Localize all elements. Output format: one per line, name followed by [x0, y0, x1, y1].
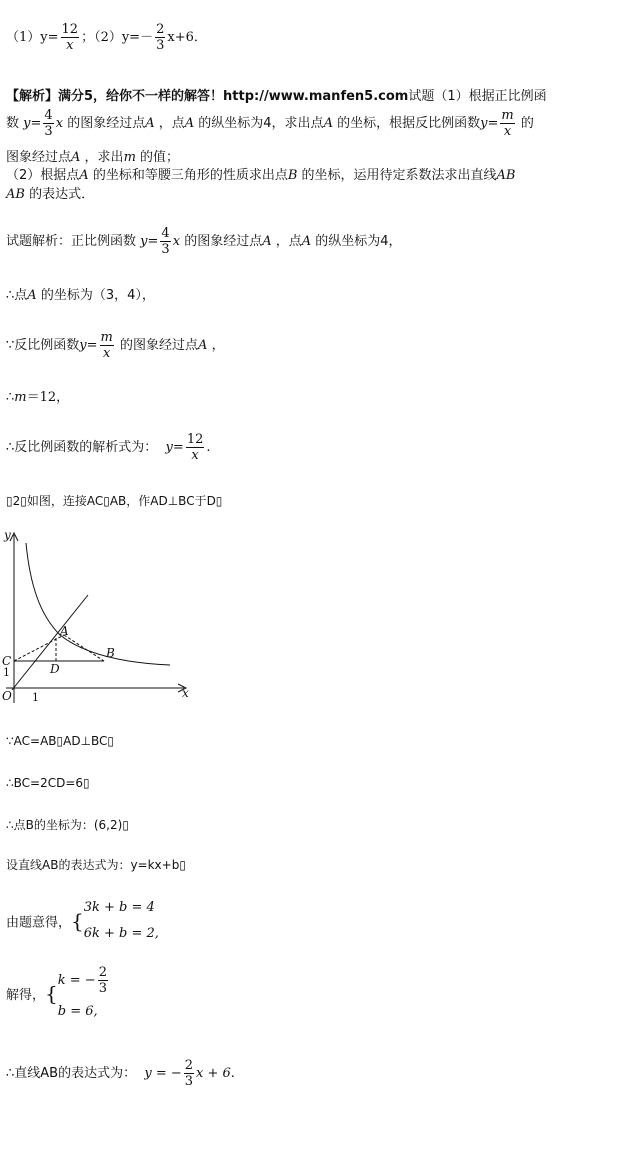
fraction-12-over-x: $\frac{12}{x}$ — [61, 22, 79, 53]
solution-line-2: ∴点A 的坐标为（3，4）， — [6, 288, 155, 303]
solution-line-13: ∴直线AB的表达式为： y = − $\frac{2}{3}$ x + 6. — [6, 1058, 235, 1089]
analysis-line-5: AB 的表达式． — [6, 187, 95, 202]
fraction-2-over-3: $\frac{2}{3}$ — [156, 22, 165, 53]
solution-line-10: 设直线AB的表达式为：y=kx+b▯ — [6, 858, 186, 872]
answer-line: （1）y= $\frac{12}{x}$ ；（2）y=－ $\frac{2}{3}$ x+6． — [6, 22, 207, 53]
tick-1-x: 1 — [32, 691, 39, 704]
tick-1-y: 1 — [3, 666, 10, 679]
analysis-line-2: 数 y= $\frac{4}{3}$ x 的图象经过点A ，点A 的纵坐标为4，求出点A 的坐标，根据反比例函数y= $\frac{m}{x}$ 的 — [6, 108, 534, 139]
solution-line-3: ∵反比例函数y= $\frac{m}{x}$ 的图象经过点A ， — [6, 330, 225, 361]
label-B: B — [106, 646, 115, 660]
label-x: x — [182, 686, 189, 700]
analysis-line-4: （2）根据点A 的坐标和等腰三角形的性质求出点B 的坐标，运用待定系数法求出直线AB — [6, 168, 516, 183]
solution-line-4: ∴m＝12， — [6, 390, 70, 405]
label-y: y — [4, 528, 11, 542]
label-A: A — [60, 624, 69, 638]
solution-line-7: ∵AC=AB▯AD⊥BC▯ — [6, 734, 115, 748]
solution-line-11: 由题意得，{ 3k + b = 4 6k + b = 2, — [6, 900, 159, 941]
solution-line-9: ∴点B的坐标为：(6,2)▯ — [6, 818, 129, 832]
label-D: D — [50, 662, 60, 676]
solution-line-1: 试题解析：正比例函数 y= $\frac{4}{3}$ x 的图象经过点A ，点A 的纵坐标为4， — [6, 226, 402, 257]
hyperbola-curve — [26, 543, 170, 665]
solution-line-8: ∴BC=2CD=6▯ — [6, 776, 90, 790]
solution-line-5: ∴反比例函数的解析式为： y= $\frac{12}{x}$ . — [6, 432, 211, 463]
analysis-line-1: 【解析】满分5，给你不一样的解答！http://www.manfen5.com试题（1）根据正比例函 — [6, 89, 547, 104]
label-C: C — [2, 654, 12, 668]
solution-line-12: 解得，{ k = − $\frac{2}{3}$ b = 6, — [6, 965, 107, 1019]
segment-AB — [64, 635, 104, 661]
function-graph-figure — [0, 525, 195, 710]
label-O: O — [2, 689, 12, 703]
solution-line-6: ▯2▯如图，连接AC▯AB，作AD⊥BC于D▯ — [6, 494, 223, 508]
analysis-line-3: 图象经过点A ，求出m 的值； — [6, 150, 180, 165]
